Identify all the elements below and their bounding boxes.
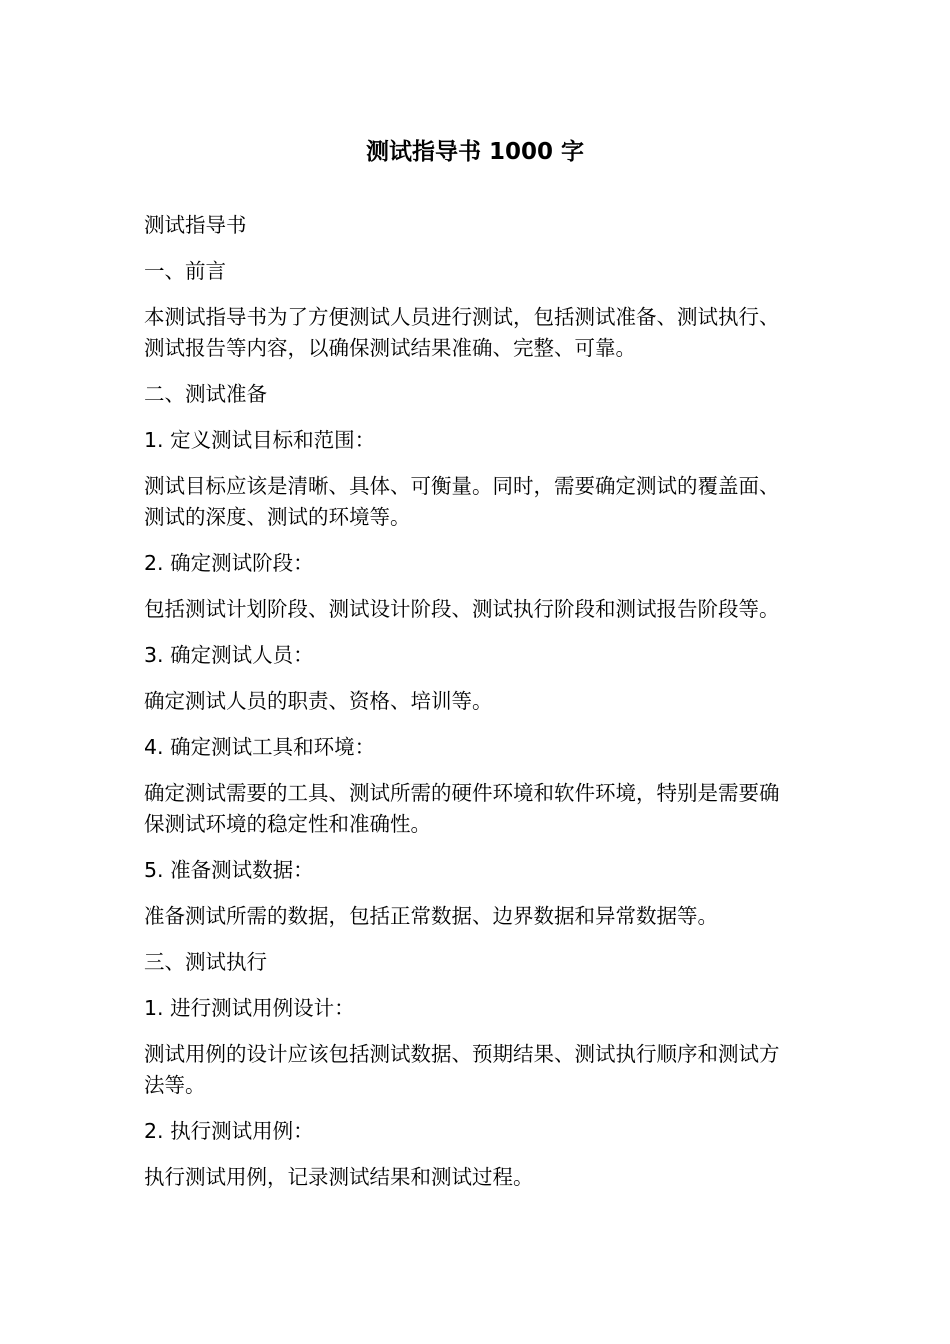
body-paragraph: 确定测试需要的工具、测试所需的硬件环境和软件环境，特别是需要确保测试环境的稳定性和准确性。 [144,781,780,836]
subheading: 3. 确定测试人员： [144,643,314,667]
body-paragraph: 包括测试计划阶段、测试设计阶段、测试执行阶段和测试报告阶段等。 [144,597,780,621]
section-heading-preparation: 二、测试准备 [144,382,267,406]
subheading: 5. 准备测试数据： [144,858,314,882]
subheading: 1. 进行测试用例设计： [144,996,355,1020]
document-title: 测试指导书 1000 字 [365,139,585,165]
subheading: 1. 定义测试目标和范围： [144,428,376,452]
subheading: 4. 确定测试工具和环境： [144,735,376,759]
body-paragraph: 准备测试所需的数据，包括正常数据、边界数据和异常数据等。 [144,904,718,928]
document-body [144,210,799,1208]
body-paragraph: 本测试指导书为了方便测试人员进行测试，包括测试准备、测试执行、测试报告等内容，以确保测试结果准确、完整、可靠。 [144,305,780,360]
section-heading-execution: 三、测试执行 [144,950,267,974]
body-paragraph: 执行测试用例，记录测试结果和测试过程。 [144,1165,534,1189]
body-paragraph: 测试用例的设计应该包括测试数据、预期结果、测试执行顺序和测试方法等。 [144,1042,780,1097]
subheading: 2. 执行测试用例： [144,1119,314,1143]
doc-heading: 测试指导书 [144,213,247,237]
section-heading-preface: 一、前言 [144,259,226,283]
body-paragraph: 确定测试人员的职责、资格、培训等。 [144,689,493,713]
body-paragraph: 测试目标应该是清晰、具体、可衡量。同时，需要确定测试的覆盖面、测试的深度、测试的环境等。 [144,474,780,529]
subheading: 2. 确定测试阶段： [144,551,314,575]
